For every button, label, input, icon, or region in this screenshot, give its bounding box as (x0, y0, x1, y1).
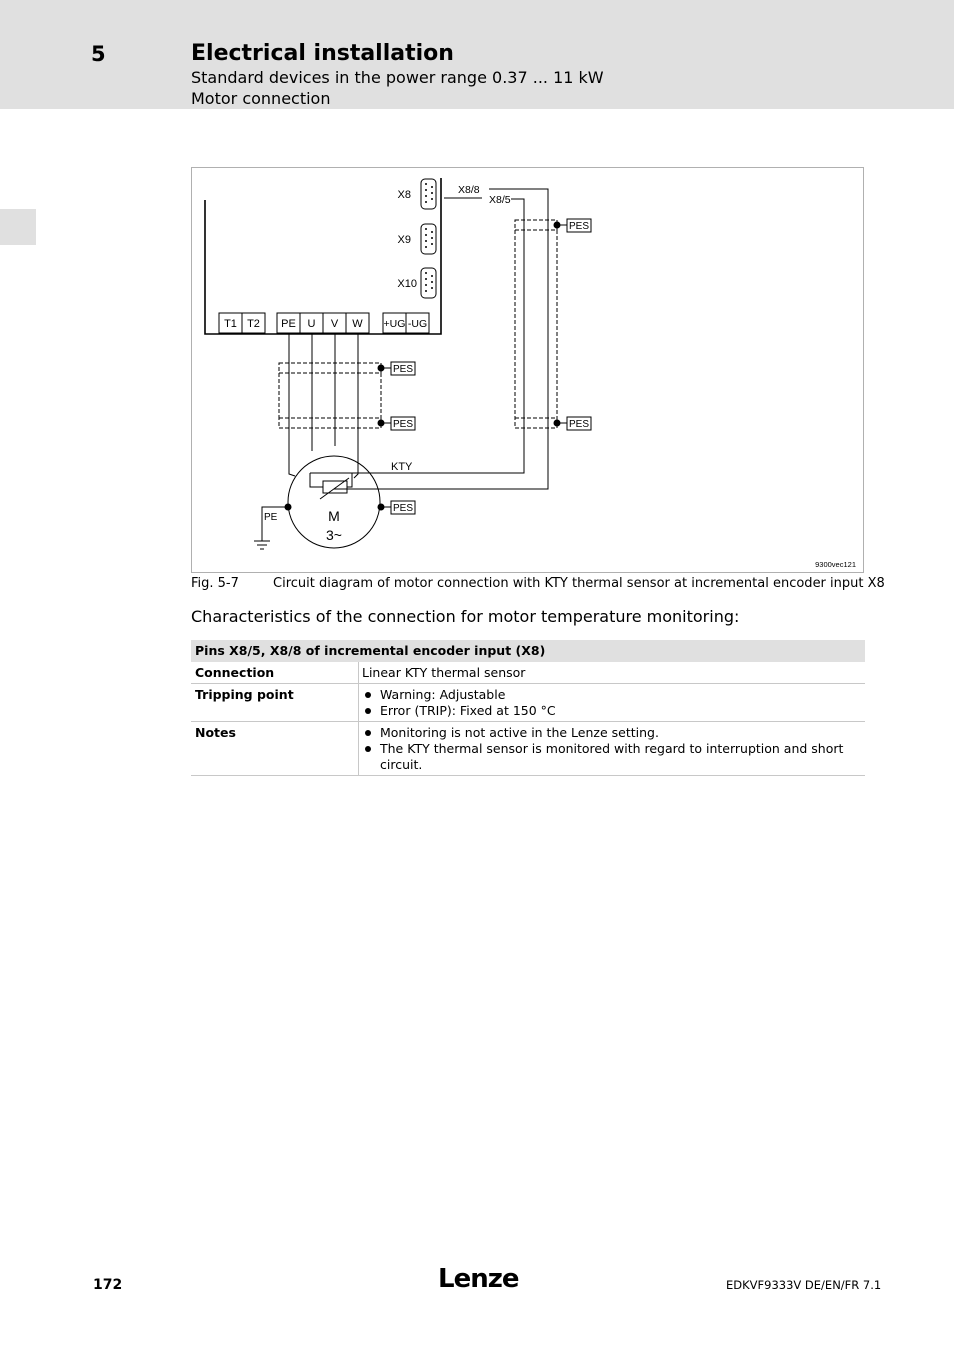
lenze-logo: Lenze (438, 1264, 519, 1294)
motor-cable-shield-bottom (279, 418, 381, 428)
row-value-connection: Linear KTY thermal sensor (362, 665, 526, 680)
figure-id: 9300vec121 (815, 560, 856, 569)
header-band (0, 0, 954, 109)
section-heading: Characteristics of the connection for motor temperature monitoring: (191, 607, 740, 626)
circuit-diagram-frame (191, 167, 864, 573)
chapter-side-tab (0, 209, 36, 245)
subtitle-power-range: Standard devices in the power range 0.37 ... 11 kW (191, 68, 604, 87)
terminal-minus-ug: -UG (407, 318, 428, 330)
connector-x10 (421, 268, 436, 298)
kty-thermistor (323, 481, 347, 493)
list-item: The KTY thermal sensor is monitored with regard to interruption and short circuit. (362, 741, 862, 773)
label-motor-pe: PE (264, 512, 278, 523)
terminal-t2: T2 (247, 318, 260, 330)
label-x8: X8 (397, 189, 411, 201)
encoder-cable-shield-bottom (515, 418, 557, 428)
motor-cable-shield-top (279, 363, 381, 373)
row-label-tripping-point: Tripping point (191, 684, 359, 721)
pes-label-1: PES (392, 364, 414, 375)
terminal-plus-ug: +UG (383, 318, 406, 330)
terminal-t1: T1 (224, 318, 237, 330)
label-kty: KTY (391, 461, 413, 473)
list-item: Error (TRIP): Fixed at 150 °C (362, 703, 862, 719)
pes-label-4: PES (568, 419, 590, 430)
list-item: Warning: Adjustable (362, 687, 862, 703)
label-x9: X9 (397, 234, 411, 246)
table-row (191, 684, 865, 722)
figure-caption: Circuit diagram of motor connection with KTY thermal sensor at incremental encoder input X8 (273, 576, 885, 591)
pes-label-5: PES (392, 503, 414, 514)
table-row (191, 722, 865, 776)
table-row (191, 662, 865, 684)
label-x8-5: X8/5 (489, 194, 511, 206)
figure-number: Fig. 5-7 (191, 576, 239, 591)
table-header: Pins X8/5, X8/8 of incremental encoder input (X8) (191, 640, 865, 662)
terminal-v: V (330, 318, 339, 330)
label-motor-phase: 3~ (326, 527, 342, 543)
subtitle-motor-connection: Motor connection (191, 89, 331, 108)
chapter-title: Electrical installation (191, 41, 454, 66)
row-label-connection: Connection (191, 662, 359, 683)
encoder-cable-shield-top (515, 220, 557, 230)
circuit-diagram (192, 168, 863, 572)
terminal-w: W (352, 318, 363, 330)
terminal-pe: PE (281, 318, 296, 330)
controller-housing (205, 178, 441, 334)
terminal-u: U (307, 318, 316, 330)
label-x10: X10 (397, 278, 417, 290)
connector-x8 (421, 179, 436, 209)
label-x8-8: X8/8 (458, 184, 480, 196)
document-id: EDKVF9333V DE/EN/FR 7.1 (726, 1278, 882, 1292)
pes-label-2: PES (392, 419, 414, 430)
row-label-notes: Notes (191, 722, 359, 775)
label-motor-m: M (328, 508, 340, 524)
list-item: Monitoring is not active in the Lenze setting. (362, 725, 862, 741)
spec-table (191, 640, 865, 776)
chapter-number: 5 (91, 42, 106, 66)
page-number: 172 (93, 1277, 123, 1293)
connector-x9 (421, 224, 436, 254)
pes-label-3: PES (568, 221, 590, 232)
row-value-tripping-point (359, 684, 865, 721)
row-value-notes (359, 722, 865, 775)
